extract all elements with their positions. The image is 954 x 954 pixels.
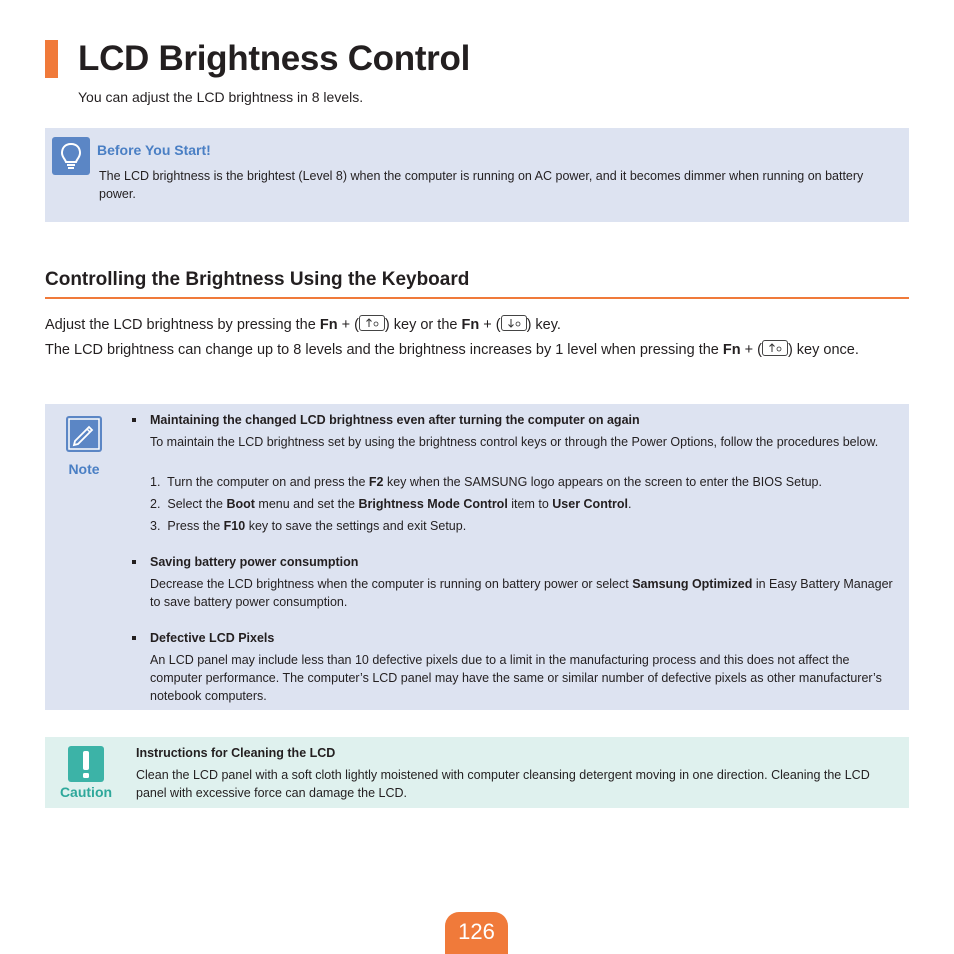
lightbulb-icon bbox=[52, 137, 90, 175]
note-item-title: Defective LCD Pixels bbox=[150, 631, 275, 645]
before-heading: Before You Start! bbox=[97, 142, 211, 158]
caution-title: Instructions for Cleaning the LCD bbox=[136, 746, 336, 760]
exclamation-icon bbox=[68, 746, 104, 782]
note-item-text: To maintain the LCD brightness set by using the brightness control keys or through the Power Options, follow the procedures below. bbox=[150, 435, 879, 449]
note-item-text: Decrease the LCD brightness when the computer is running on battery power or select Samsung Optimized in Easy Battery Manager to save battery power consumption. bbox=[150, 577, 893, 609]
note-step: 1. Turn the computer on and press the F2 key when the SAMSUNG logo appears on the screen to enter the BIOS Setup. bbox=[150, 475, 822, 489]
pencil-icon bbox=[66, 416, 102, 452]
page-number: 126 bbox=[458, 919, 495, 944]
note-label: Note bbox=[68, 461, 100, 477]
caution-text: Clean the LCD panel with a soft cloth lightly moistened with computer cleansing detergent moving in one direction. Cleaning the LCD panel with excessive force can damage the LCD. bbox=[136, 768, 870, 800]
brightness-down-key-icon bbox=[501, 315, 527, 331]
note-item-text: An LCD panel may include less than 10 defective pixels due to a limit in the manufacturing process and this does not affect the computer performance. The computer’s LCD panel may have the same or similar number of defective pixels as other manufacturer’s notebook computers. bbox=[150, 653, 882, 703]
brightness-up-key-icon bbox=[359, 315, 385, 331]
section-divider bbox=[45, 297, 909, 299]
brightness-levels-text: The LCD brightness can change up to 8 levels and the brightness increases by 1 level when pressing the Fn + ( ) key once. bbox=[45, 342, 859, 358]
note-step: 2. Select the Boot menu and set the Brightness Mode Control item to User Control. bbox=[150, 497, 632, 511]
brightness-up-key-icon bbox=[762, 340, 788, 356]
page-title: LCD Brightness Control bbox=[78, 39, 471, 78]
note-item-title: Saving battery power consumption bbox=[150, 555, 359, 569]
keyboard-instruction: Adjust the LCD brightness by pressing the Fn + ( ) key or the Fn + ( ) key. bbox=[45, 317, 561, 333]
note-item-title: Maintaining the changed LCD brightness even after turning the computer on again bbox=[150, 413, 640, 427]
note-step: 3. Press the F10 key to save the settings and exit Setup. bbox=[150, 519, 467, 533]
caution-label: Caution bbox=[59, 784, 113, 800]
page-subtitle: You can adjust the LCD brightness in 8 levels. bbox=[78, 89, 364, 105]
before-text: The LCD brightness is the brightest (Level 8) when the computer is running on AC power, and it becomes dimmer when running on battery power. bbox=[99, 169, 864, 201]
section-heading: Controlling the Brightness Using the Keyboard bbox=[45, 269, 470, 290]
title-accent-bar bbox=[45, 40, 58, 78]
